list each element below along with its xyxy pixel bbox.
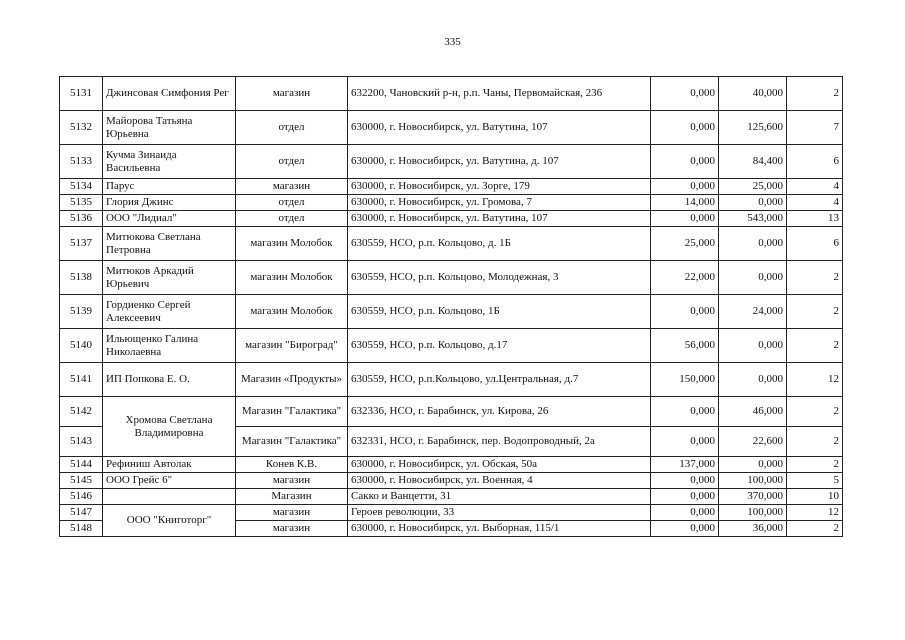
row-count: 12 (787, 363, 843, 397)
row-value-2: 24,000 (719, 295, 787, 329)
row-value-2: 100,000 (719, 473, 787, 489)
row-value-2: 22,600 (719, 427, 787, 457)
row-value-2: 0,000 (719, 261, 787, 295)
row-count: 2 (787, 329, 843, 363)
row-name: Гордиенко Сергей Алексеевич (103, 295, 236, 329)
row-value-1: 0,000 (651, 179, 719, 195)
row-address: 630000, г. Новосибирск, ул. Выборная, 115/1 (348, 521, 651, 537)
row-address: 630559, НСО, р.п. Кольцово, Молодежная, 3 (348, 261, 651, 295)
row-value-1: 0,000 (651, 489, 719, 505)
row-value-1: 0,000 (651, 397, 719, 427)
row-id: 5146 (60, 489, 103, 505)
row-value-2: 84,400 (719, 145, 787, 179)
row-value-1: 56,000 (651, 329, 719, 363)
row-value-2: 0,000 (719, 195, 787, 211)
row-type: магазин (236, 521, 348, 537)
row-value-1: 0,000 (651, 505, 719, 521)
row-address: 632200, Чановский р-н, р.п. Чаны, Первомайская, 236 (348, 77, 651, 111)
registry-table (59, 76, 843, 537)
row-value-1: 25,000 (651, 227, 719, 261)
row-count: 4 (787, 195, 843, 211)
row-id: 5138 (60, 261, 103, 295)
row-type: магазин Молобок (236, 227, 348, 261)
row-count: 12 (787, 505, 843, 521)
row-type: отдел (236, 195, 348, 211)
row-id: 5147 (60, 505, 103, 521)
row-address: 630000, г. Новосибирск, ул. Громова, 7 (348, 195, 651, 211)
row-value-1: 0,000 (651, 427, 719, 457)
row-name: Ильющенко Галина Николаевна (103, 329, 236, 363)
row-name: Парус (103, 179, 236, 195)
row-value-2: 0,000 (719, 363, 787, 397)
row-count: 10 (787, 489, 843, 505)
row-id: 5145 (60, 473, 103, 489)
row-value-2: 125,600 (719, 111, 787, 145)
row-count: 7 (787, 111, 843, 145)
row-type: отдел (236, 111, 348, 145)
row-name: Глория Джинс (103, 195, 236, 211)
row-id: 5137 (60, 227, 103, 261)
row-name: Кучма Зинаида Васильевна (103, 145, 236, 179)
row-type: магазин Молобок (236, 261, 348, 295)
row-address: Героев революции, 33 (348, 505, 651, 521)
row-count: 13 (787, 211, 843, 227)
row-count: 2 (787, 77, 843, 111)
row-value-1: 22,000 (651, 261, 719, 295)
row-value-2: 100,000 (719, 505, 787, 521)
row-type: Магазин (236, 489, 348, 505)
row-count: 2 (787, 427, 843, 457)
row-address: 632331, НСО, г. Барабинск, пер. Водопроводный, 2а (348, 427, 651, 457)
row-type: магазин (236, 77, 348, 111)
row-name: Джинсовая Симфония Рег (103, 77, 236, 111)
row-type: отдел (236, 211, 348, 227)
row-value-2: 36,000 (719, 521, 787, 537)
table-row (60, 261, 843, 295)
row-type: магазин (236, 473, 348, 489)
table-row (60, 457, 843, 473)
row-id: 5141 (60, 363, 103, 397)
row-value-2: 46,000 (719, 397, 787, 427)
table-row (60, 145, 843, 179)
row-value-2: 370,000 (719, 489, 787, 505)
table-row (60, 227, 843, 261)
row-id: 5144 (60, 457, 103, 473)
row-value-1: 0,000 (651, 145, 719, 179)
row-value-1: 0,000 (651, 521, 719, 537)
table-row (60, 489, 843, 505)
row-address: 630559, НСО, р.п. Кольцово, д.17 (348, 329, 651, 363)
table-row (60, 295, 843, 329)
table-row (60, 111, 843, 145)
row-address: 630559, НСО, р.п.Кольцово, ул.Центральная, д.7 (348, 363, 651, 397)
row-value-2: 25,000 (719, 179, 787, 195)
row-type: Магазин «Продукты» (236, 363, 348, 397)
row-name: ООО "Книготорг" (103, 505, 236, 537)
table-row (60, 77, 843, 111)
row-address: 630000, г. Новосибирск, ул. Ватутина, д. 107 (348, 145, 651, 179)
row-count: 2 (787, 457, 843, 473)
row-id: 5140 (60, 329, 103, 363)
row-name: ООО "Лидиал" (103, 211, 236, 227)
table-row (60, 473, 843, 489)
row-id: 5134 (60, 179, 103, 195)
row-type: магазин (236, 505, 348, 521)
row-value-2: 0,000 (719, 329, 787, 363)
row-value-1: 137,000 (651, 457, 719, 473)
row-type: отдел (236, 145, 348, 179)
row-type: Конев К.В. (236, 457, 348, 473)
row-address: 630559, НСО, р.п. Кольцово, 1Б (348, 295, 651, 329)
table-row (60, 195, 843, 211)
row-count: 2 (787, 397, 843, 427)
row-id: 5132 (60, 111, 103, 145)
row-value-1: 0,000 (651, 295, 719, 329)
row-name: ООО Грейс 6" (103, 473, 236, 489)
row-value-1: 0,000 (651, 211, 719, 227)
row-id: 5142 (60, 397, 103, 427)
row-count: 2 (787, 521, 843, 537)
row-name: Рефиниш Автолак (103, 457, 236, 473)
row-address: 630559, НСО, р.п. Кольцово, д. 1Б (348, 227, 651, 261)
row-value-1: 14,000 (651, 195, 719, 211)
row-address: 630000, г. Новосибирск, ул. Военная, 4 (348, 473, 651, 489)
row-name: Митюков Аркадий Юрьевич (103, 261, 236, 295)
row-address: 630000, г. Новосибирск, ул. Ватутина, 107 (348, 111, 651, 145)
row-name: Майорова Татьяна Юрьевна (103, 111, 236, 145)
row-count: 6 (787, 227, 843, 261)
row-value-1: 0,000 (651, 77, 719, 111)
row-type: Магазин "Галактика" (236, 397, 348, 427)
page-number: 335 (444, 36, 461, 48)
row-value-1: 0,000 (651, 473, 719, 489)
row-type: магазин Молобок (236, 295, 348, 329)
row-value-1: 0,000 (651, 111, 719, 145)
row-type: магазин "Бирoград" (236, 329, 348, 363)
row-name: ИП Попкова Е. О. (103, 363, 236, 397)
row-name (103, 489, 236, 505)
row-count: 5 (787, 473, 843, 489)
row-type: Магазин "Галактика" (236, 427, 348, 457)
table-row (60, 363, 843, 397)
table-row (60, 211, 843, 227)
row-name: Митюкова Светлана Петровна (103, 227, 236, 261)
row-id: 5135 (60, 195, 103, 211)
row-value-1: 150,000 (651, 363, 719, 397)
row-count: 2 (787, 261, 843, 295)
row-value-2: 543,000 (719, 211, 787, 227)
row-id: 5139 (60, 295, 103, 329)
row-address: 632336, НСО, г. Барабинск, ул. Кирова, 26 (348, 397, 651, 427)
row-id: 5131 (60, 77, 103, 111)
row-id: 5136 (60, 211, 103, 227)
row-id: 5143 (60, 427, 103, 457)
row-name: Хромова Светлана Владимировна (103, 397, 236, 457)
row-count: 4 (787, 179, 843, 195)
table-row (60, 179, 843, 195)
row-address: 630000, г. Новосибирск, ул. Ватутина, 107 (348, 211, 651, 227)
row-address: 630000, г. Новосибирск, ул. Обская, 50а (348, 457, 651, 473)
row-count: 2 (787, 295, 843, 329)
table-row (60, 397, 843, 427)
row-address: 630000, г. Новосибирск, ул. Зорге, 179 (348, 179, 651, 195)
row-type: магазин (236, 179, 348, 195)
row-id: 5133 (60, 145, 103, 179)
row-address: Сакко и Ванцетти, 31 (348, 489, 651, 505)
row-value-2: 0,000 (719, 227, 787, 261)
table-row (60, 505, 843, 521)
row-value-2: 40,000 (719, 77, 787, 111)
row-count: 6 (787, 145, 843, 179)
row-value-2: 0,000 (719, 457, 787, 473)
table-row (60, 329, 843, 363)
row-id: 5148 (60, 521, 103, 537)
